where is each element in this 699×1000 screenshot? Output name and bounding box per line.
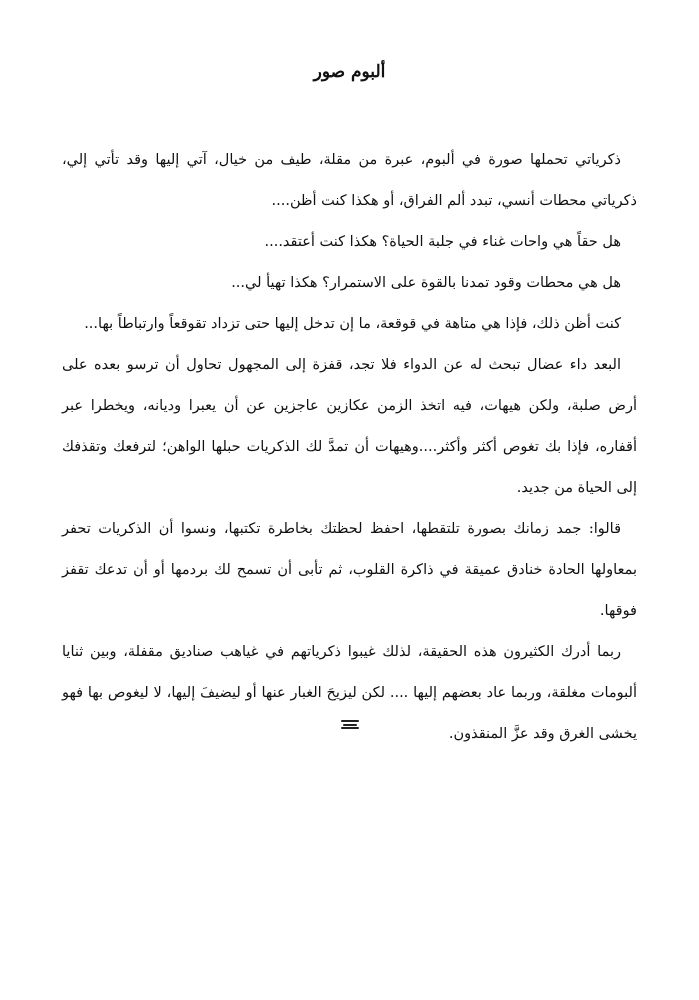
paragraph: ذكرياتي تحملها صورة في ألبوم، عبرة من مقلة، طيف من خيال، آتي إليها وقد تأتي إلي، ذكرياتي محطات أنسي، تبدد ألم الفراق، أو هكذا كنت أظن.... [62,152,637,209]
section-divider [0,714,699,733]
paragraph: قالوا: جمد زمانك بصورة تلتقطها، احفظ لحظتك بخاطرة تكتبها، ونسوا أن الذكريات تحفر بمعاولها الحادة خنادق عميقة في ذاكرة القلوب، ثم تأبى أن تسمح لك بردمها أو أن تدعك تقفز فوقها. [62,521,637,619]
body-text [62,140,637,755]
paragraph: هل حقاً هي واحات غناء في جلبة الحياة؟ هكذا كنت أعتقد.... [264,234,621,250]
paragraph: ربما أدرك الكثيرون هذه الحقيقة، لذلك غيبوا ذكرياتهم في غياهب صناديق مقفلة، وبين ثنايا ألبومات مغلقة، وربما عاد بعضهم إليها .... لكن ليزيحَ الغبار عنها أو ليضيفَ إليها، لا ليغوص بها فهو يخشى الغرق وقد عزَّ المنقذون. [62,644,637,742]
paragraph: هل هي محطات وقود تمدنا بالقوة على الاستمرار؟ هكذا تهيأ لي... [231,275,621,291]
paragraph: البعد داء عضال تبحث له عن الدواء فلا تجد، قفزة إلى المجهول تحاول أن ترسو بعده على أرض صلبة، ولكن هيهات، فيه اتخذ الزمن عكازين عاجزين عن أن يعبرا وديانه، ويخطرا عبر أقفاره، فإذا بك تغوص أكثر وأكثر....وهيهات أن تمدَّ لك الذكريات حبلها الواهن؛ لترفعك وتقذفك إلى الحياة من جديد. [62,357,637,496]
ornament-divider-icon [341,720,359,729]
page-title: ألبوم صور [313,62,386,82]
paragraph: كنت أظن ذلك، فإذا هي متاهة في قوقعة، ما إن تدخل إليها حتى تزداد تقوقعاً وارتباطاً بها... [84,316,621,332]
